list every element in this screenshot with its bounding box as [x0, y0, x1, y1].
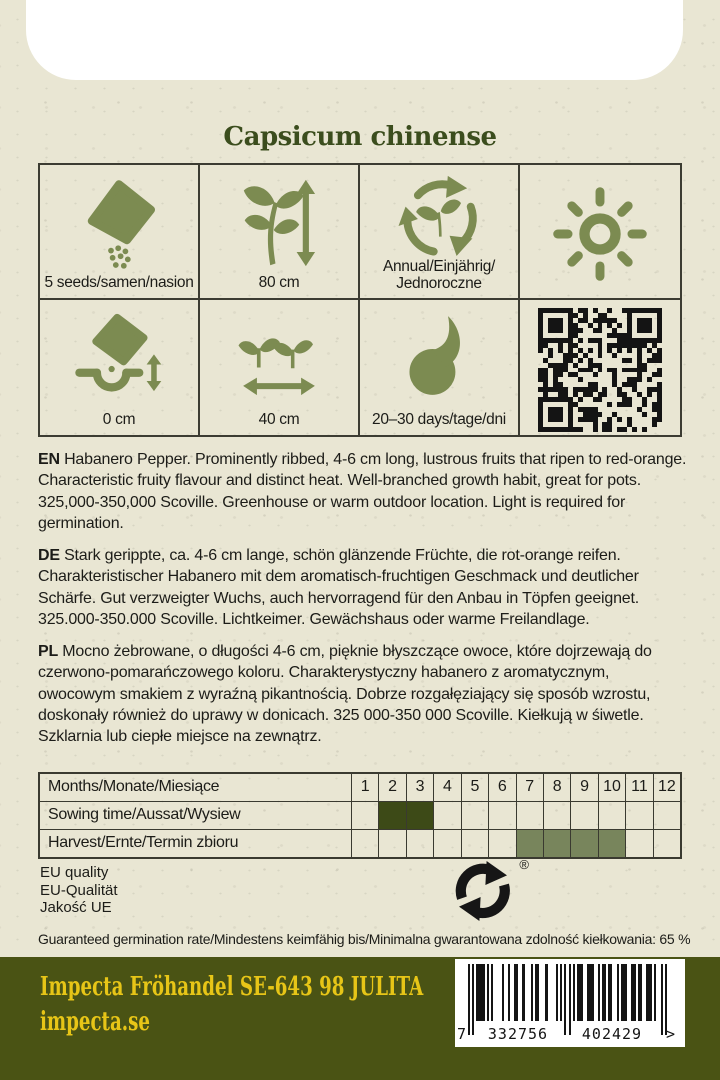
germination-time-icon [398, 312, 480, 404]
eu-quality-block [40, 864, 118, 917]
info-label-plant-height: 80 cm [258, 274, 300, 291]
description-de: DE Stark gerippte, ca. 4-6 cm lange, schön glänzende Früchte, die rot-orange reifen. Charakteristischer Habanero mit dem aromatisch-fruchtigen Geschmack und deutlicher Schärfe. Gut verzweigter Wuchs, auch hervorragend für den Anbau in Töpfen geeignet. 325.000-350.000 Scoville. Lichtkeimer. Gewächshaus oder warme Freilandlage. [38, 547, 639, 628]
calendar-cell [544, 830, 571, 857]
calendar-cell [352, 802, 379, 829]
calendar-cell: 2 [379, 774, 406, 801]
recycling-arrows-icon [453, 861, 513, 921]
calendar-cell [407, 830, 434, 857]
calendar-cell [571, 802, 598, 829]
info-label-seed-count: 5 seeds/samen/nasion [44, 274, 194, 291]
calendar-table [38, 772, 682, 859]
company-address: Impecta Fröhandel SE-643 98 JULITA [40, 972, 424, 1002]
calendar-cell: 7 [517, 774, 544, 801]
calendar-cell: Months/Monate/Miesiące [40, 774, 352, 801]
seed-bag-icon [79, 177, 159, 273]
calendar-cell: Harvest/Ernte/Termin zbioru [40, 830, 352, 857]
info-grid [38, 163, 682, 437]
description-pl: PL Mocno żebrowane, o długości 4-6 cm, pięknie błyszczące owoce, które dojrzewają do czerwono-pomarańczowego koloru. Charakterystyczny habanero z aromatycznym, owocowym smakiem z wyraźną pikantnością. Dobrze rozgałęziający się sposób wzrostu, doskonały również do uprawy w donicach. 325 000-350 000 Scoville. Kiełkują w śiwetle. Szklarnia lub ciepłe miejsce na zewnątrz. [38, 643, 652, 746]
calendar-cell [379, 830, 406, 857]
species-title: Capsicum chinense [223, 122, 497, 152]
calendar-cell [571, 830, 598, 857]
calendar-cell [434, 802, 461, 829]
calendar-cell [379, 802, 406, 829]
footer-band [0, 957, 720, 1080]
info-cell-seed-count [40, 165, 200, 300]
info-cell-qr [520, 300, 680, 435]
calendar-cell [489, 830, 516, 857]
germination-rate-note: Guaranteed germination rate/Mindestens keimfähig bis/Minimalna gwarantowana zdolność kiełkowania: 65 % [38, 931, 691, 947]
calendar-cell: 5 [462, 774, 489, 801]
info-cell-germination-time [360, 300, 520, 435]
info-cell-sowing-depth [40, 300, 200, 435]
calendar-cell: 1 [352, 774, 379, 801]
calendar-cell [462, 830, 489, 857]
description-en: EN Habanero Pepper. Prominently ribbed, 4-6 cm long, lustrous fruits that ripen to red-orange. Characteristic fruity flavour and distinct heat. Well-branched growth habit, great for pots. 325,000-350,000 Scoville. Greenhouse or warm outdoor location. Light is required for germination. [38, 451, 687, 532]
eu-quality-line: EU-Qualität [40, 881, 118, 899]
registered-trademark: ® [519, 857, 529, 872]
green-dot-logo [453, 857, 529, 925]
calendar-cell [599, 802, 626, 829]
calendar-cell [352, 830, 379, 857]
calendar-cell: 4 [434, 774, 461, 801]
calendar-cell: 12 [657, 778, 676, 795]
calendar-cell [434, 830, 461, 857]
calendar-cell: 8 [544, 774, 571, 801]
info-label-germination-time: 20–30 days/tage/dni [372, 411, 506, 428]
calendar-cell [599, 830, 626, 857]
company-website: impecta.se [40, 1007, 150, 1037]
sowing-depth-icon [73, 312, 165, 404]
qr-code [538, 308, 662, 432]
info-cell-sun [520, 165, 680, 300]
info-cell-plant-height [200, 165, 360, 300]
calendar-cell [489, 802, 516, 829]
calendar-cell [626, 802, 653, 829]
eu-quality-line: Jakość UE [40, 899, 112, 916]
annual-cycle-icon [395, 175, 483, 263]
info-label-life-cycle: Annual/Einjährig/ Jednoroczne [382, 258, 496, 292]
info-label-sowing-depth: 0 cm [102, 411, 136, 428]
calendar-cell: 10 [599, 774, 626, 801]
calendar-cell [517, 830, 544, 857]
barcode-digits: 7 332756 402429 > [456, 1025, 676, 1043]
calendar-cell [462, 802, 489, 829]
calendar-cell [626, 830, 653, 857]
info-cell-spacing [200, 300, 360, 435]
calendar-cell [407, 802, 434, 829]
plant-height-icon [235, 179, 323, 267]
calendar-cell: 9 [571, 774, 598, 801]
calendar-cell: Sowing time/Aussat/Wysiew [40, 802, 352, 829]
spacing-icon [233, 316, 325, 408]
calendar-cell: 11 [626, 774, 653, 801]
eu-quality-line: EU quality [40, 864, 109, 881]
calendar-cell [544, 802, 571, 829]
calendar-cell [654, 830, 680, 857]
calendar-cell [517, 802, 544, 829]
info-label-spacing: 40 cm [258, 411, 300, 428]
calendar-cell: 3 [407, 774, 434, 801]
sun-icon [553, 187, 647, 281]
packet-flap-cutout [26, 0, 683, 80]
calendar-cell: 6 [489, 774, 516, 801]
info-cell-life-cycle [360, 165, 520, 300]
calendar-cell [654, 802, 680, 829]
barcode [455, 959, 685, 1047]
